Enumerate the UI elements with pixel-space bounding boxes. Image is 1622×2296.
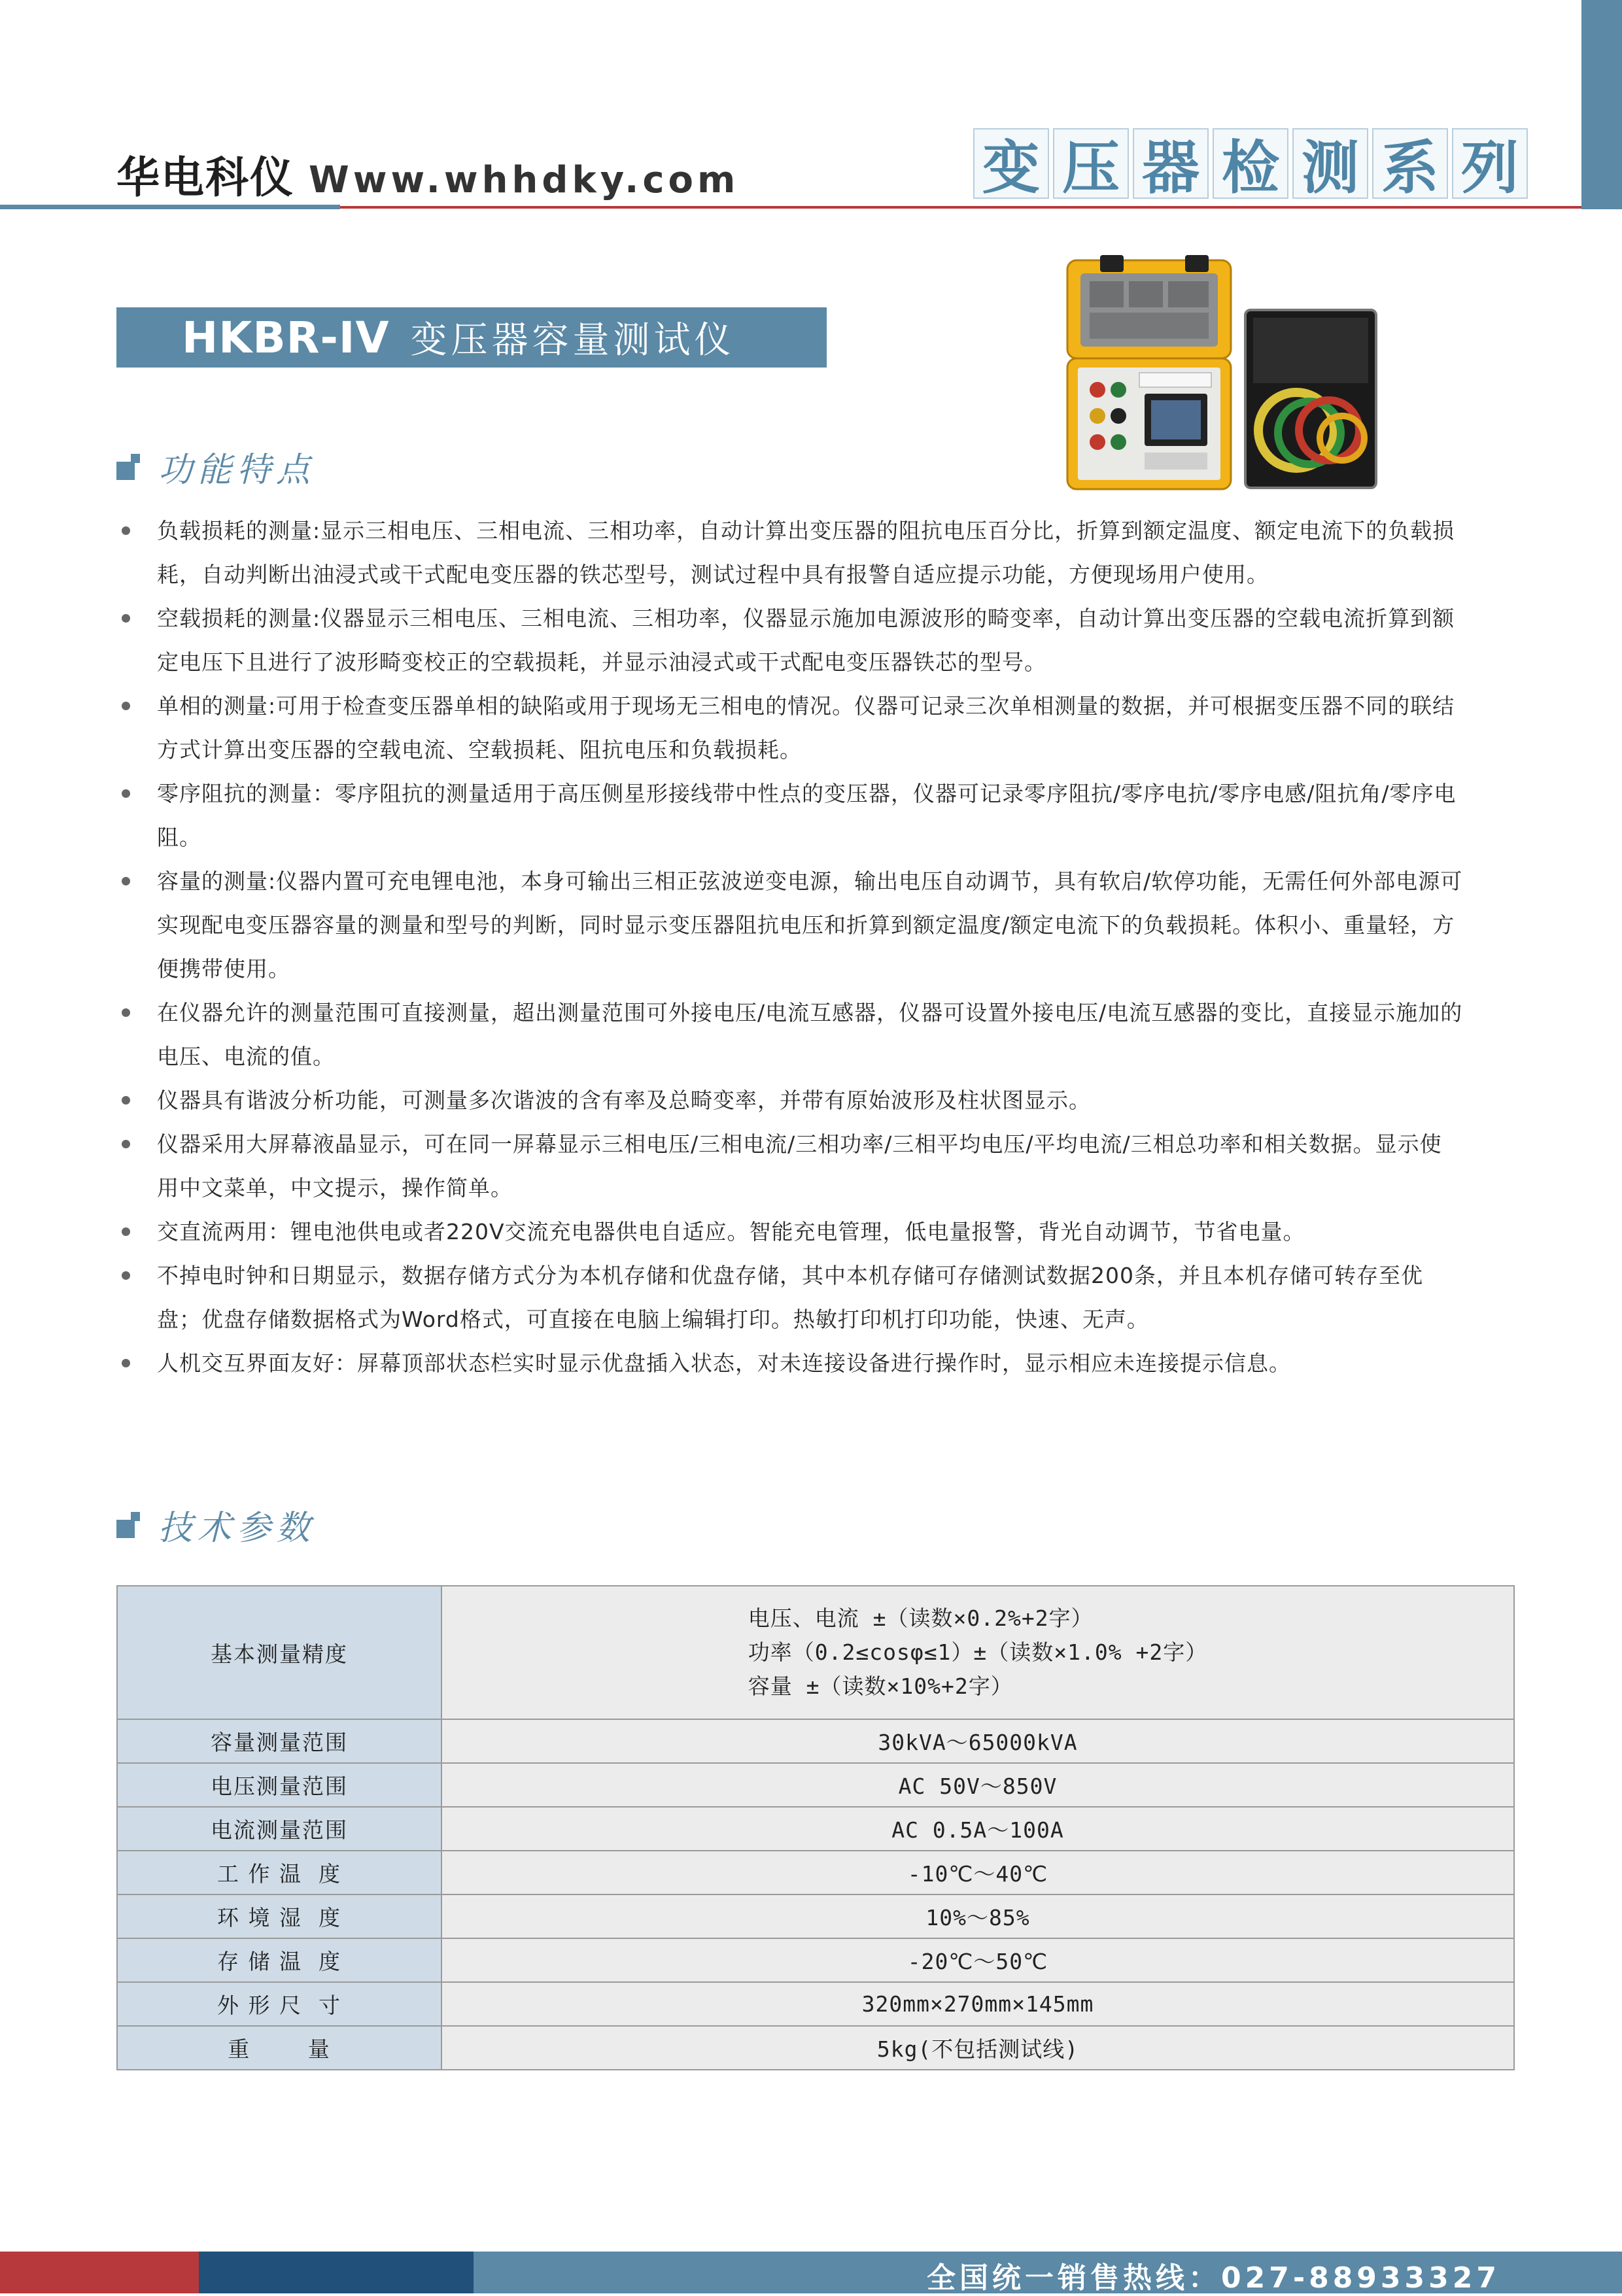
feature-item: 空载损耗的测量:仪器显示三相电压、三相电流、三相功率，仪器显示施加电源波形的畸变率，自动计算出变压器的空载电流折算到额定电压下且进行了波形畸变校正的空载损耗，并显示油浸式或干式配电变压器铁芯的型号。 <box>116 596 1464 684</box>
series-title-char: 变 <box>973 128 1049 199</box>
product-model: HKBR-IV <box>182 312 390 363</box>
series-title-char: 测 <box>1292 128 1368 199</box>
spec-value: 10%～85% <box>441 1894 1514 1938</box>
section-square-icon <box>116 1512 143 1538</box>
brand-header <box>116 143 739 205</box>
spec-value: -20℃～50℃ <box>441 1938 1514 1982</box>
product-name: 变压器容量测试仪 <box>410 319 735 362</box>
features-heading <box>116 442 315 491</box>
footer-bar-red <box>0 2252 199 2293</box>
brand-name: 华电科仪 <box>116 152 294 203</box>
feature-item: 人机交互界面友好：屏幕顶部状态栏实时显示优盘插入状态，对未连接设备进行操作时，显示相应未连接提示信息。 <box>116 1341 1464 1385</box>
spec-label: 工 作 温 度 <box>117 1851 441 1894</box>
feature-item: 仪器采用大屏幕液晶显示，可在同一屏幕显示三相电压/三相电流/三相功率/三相平均电压/平均电流/三相总功率和相关数据。显示使用中文菜单，中文提示，操作简单。 <box>116 1122 1464 1210</box>
accuracy-line: 容量 ±（读数×10%+2字） <box>748 1673 1013 1699</box>
table-row <box>117 1719 1514 1763</box>
spec-value: -10℃～40℃ <box>441 1851 1514 1894</box>
table-row <box>117 1586 1514 1719</box>
spec-value: 5kg(不包括测试线) <box>441 2026 1514 2070</box>
sales-hotline[interactable]: 全国统一销售热线：027-88933327 <box>926 2261 1500 2295</box>
top-right-accent-bar <box>1581 0 1622 209</box>
feature-item: 负载损耗的测量:显示三相电压、三相电流、三相功率，自动计算出变压器的阻抗电压百分比，折算到额定温度、额定电流下的负载损耗，自动判断出油浸式或干式配电变压器的铁芯型号，测试过程中具有报警自适应提示功能，方便现场用户使用。 <box>116 509 1464 596</box>
spec-label: 容量测量范围 <box>117 1719 441 1763</box>
spec-table <box>116 1585 1515 2070</box>
spec-value: 30kVA～65000kVA <box>441 1719 1514 1763</box>
series-title-char: 压 <box>1053 128 1129 199</box>
spec-value <box>441 1586 1514 1719</box>
spec-label: 电压测量范围 <box>117 1763 441 1807</box>
series-title-char: 器 <box>1133 128 1209 199</box>
section-square-icon <box>116 454 143 480</box>
features-heading-text: 功能特点 <box>158 451 316 490</box>
spec-label: 环 境 湿 度 <box>117 1894 441 1938</box>
feature-item: 在仪器允许的测量范围可直接测量，超出测量范围可外接电压/电流互感器，仪器可设置外接电压/电流互感器的变比，直接显示施加的电压、电流的值。 <box>116 991 1464 1078</box>
table-row <box>117 1763 1514 1807</box>
feature-item: 仪器具有谐波分析功能，可测量多次谐波的含有率及总畸变率，并带有原始波形及柱状图显示。 <box>116 1078 1464 1122</box>
product-title-banner <box>116 307 827 368</box>
accuracy-line: 功率（0.2≤cosφ≤1）±（读数×1.0% +2字） <box>748 1639 1208 1665</box>
feature-item: 交直流两用：锂电池供电或者220V交流充电器供电自适应。智能充电管理，低电量报警，背光自动调节，节省电量。 <box>116 1210 1464 1254</box>
table-row <box>117 1851 1514 1894</box>
header-divider-red <box>340 206 1581 209</box>
spec-label: 存 储 温 度 <box>117 1938 441 1982</box>
features-list <box>116 509 1464 1385</box>
table-row <box>117 2026 1514 2070</box>
series-title <box>973 128 1528 199</box>
series-title-char: 列 <box>1452 128 1528 199</box>
spec-label: 基本测量精度 <box>117 1586 441 1719</box>
specs-heading-text: 技术参数 <box>158 1509 316 1548</box>
spec-value: AC 0.5A～100A <box>441 1807 1514 1851</box>
accuracy-line: 电压、电流 ±（读数×0.2%+2字） <box>748 1605 1094 1631</box>
series-title-char: 系 <box>1372 128 1448 199</box>
specs-heading <box>116 1500 315 1549</box>
table-row <box>117 1894 1514 1938</box>
feature-item: 不掉电时钟和日期显示，数据存储方式分为本机存储和优盘存储，其中本机存储可存储测试数据200条，并且本机存储可转存至优盘；优盘存储数据格式为Word格式，可直接在电脑上编辑打印。热敏打印机打印功能，快速、无声。 <box>116 1254 1464 1341</box>
table-row <box>117 1807 1514 1851</box>
feature-item: 零序阻抗的测量：零序阻抗的测量适用于高压侧星形接线带中性点的变压器，仪器可记录零序阻抗/零序电抗/零序电感/阻抗角/零序电阻。 <box>116 772 1464 859</box>
table-row <box>117 1938 1514 1982</box>
spec-value: AC 50V～850V <box>441 1763 1514 1807</box>
spec-label: 电流测量范围 <box>117 1807 441 1851</box>
feature-item: 单相的测量:可用于检查变压器单相的缺陷或用于现场无三相电的情况。仪器可记录三次单相测量的数据，并可根据变压器不同的联结方式计算出变压器的空载电流、空载损耗、阻抗电压和负载损耗。 <box>116 684 1464 772</box>
website-url[interactable]: Www.whhdky.com <box>309 159 740 201</box>
series-title-char: 检 <box>1213 128 1288 199</box>
spec-value: 320mm×270mm×145mm <box>441 1982 1514 2026</box>
table-row <box>117 1982 1514 2026</box>
accuracy-lines <box>748 1602 1208 1704</box>
spec-label: 外 形 尺 寸 <box>117 1982 441 2026</box>
header-divider-blue <box>0 205 340 209</box>
feature-item: 容量的测量:仪器内置可充电锂电池，本身可输出三相正弦波逆变电源，输出电压自动调节，具有软启/软停功能，无需任何外部电源可实现配电变压器容量的测量和型号的判断，同时显示变压器阻抗电压和折算到额定温度/额定电流下的负载损耗。体积小、重量轻，方便携带使用。 <box>116 859 1464 991</box>
product-photo <box>1061 255 1381 497</box>
footer-bar-navy <box>199 2252 474 2293</box>
spec-label: 重 量 <box>117 2026 441 2070</box>
